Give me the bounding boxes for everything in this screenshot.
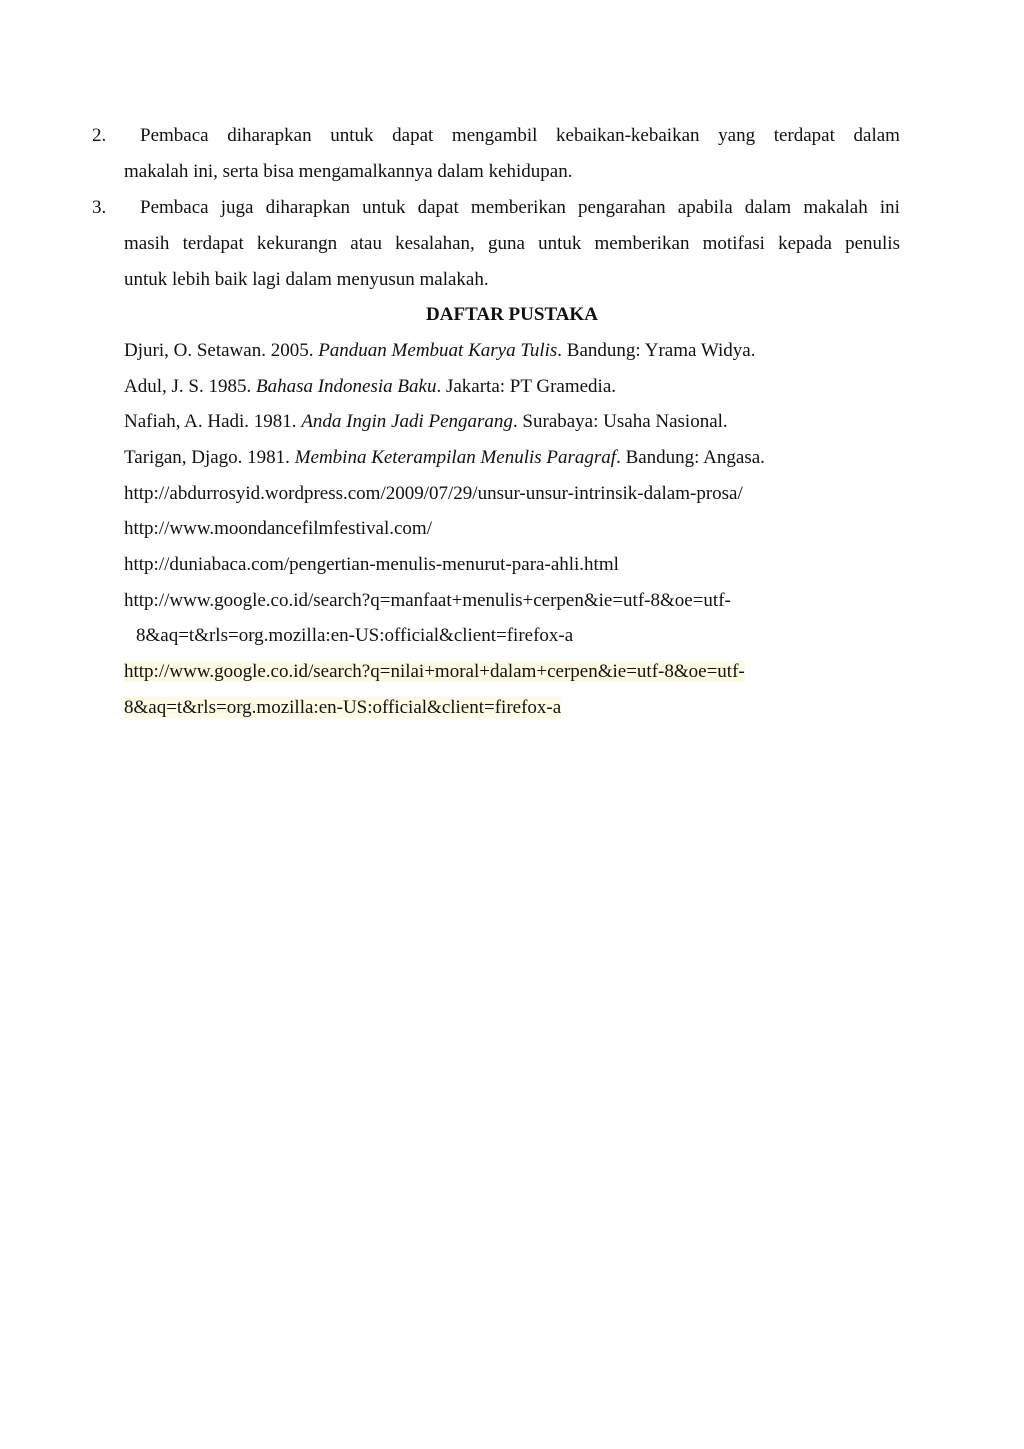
reference-url-4-line-1: http://www.google.co.id/search?q=manfaat+menulis+cerpen&ie=utf-8&oe=utf- — [124, 590, 731, 611]
word: pengarahan — [578, 197, 666, 218]
word: makalah — [803, 197, 868, 218]
word: kebaikan-kebaikan — [556, 125, 700, 146]
reference-publisher: . Jakarta: PT Gramedia. — [436, 376, 617, 397]
word: dalam — [853, 125, 900, 146]
reference-author: Tarigan, Djago. 1981. — [124, 447, 295, 468]
word: diharapkan — [227, 125, 312, 146]
word: untuk — [330, 125, 374, 146]
word: yang — [718, 125, 756, 146]
word: apabila — [677, 197, 733, 218]
bibliography-heading: DAFTAR PUSTAKA — [426, 304, 598, 325]
list-item-2-line-1 — [140, 124, 900, 148]
reference-url-3: http://duniabaca.com/pengertian-menulis-menurut-para-ahli.html — [124, 554, 619, 575]
word: memberikan — [594, 233, 690, 254]
word: motifasi — [702, 233, 765, 254]
reference-publisher: . Surabaya: Usaha Nasional. — [512, 411, 728, 432]
word: Pembaca — [140, 197, 209, 218]
reference-url-4-line-2: 8&aq=t&rls=org.mozilla:en-US:official&client=firefox-a — [136, 625, 574, 646]
word: dapat — [392, 125, 434, 146]
reference-author: Djuri, O. Setawan. 2005. — [124, 340, 319, 361]
reference-url-2: http://www.moondancefilmfestival.com/ — [124, 518, 432, 539]
reference-item-4 — [124, 446, 765, 470]
word: guna — [487, 233, 525, 254]
word: masih — [124, 233, 170, 254]
word: untuk — [362, 197, 406, 218]
reference-item-1 — [124, 339, 755, 363]
reference-title: Bahasa Indonesia Baku — [255, 376, 437, 397]
highlighted-text: http://www.google.co.id/search?q=nilai+moral+dalam+cerpen&ie=utf-8&oe=utf- — [124, 661, 745, 682]
reference-publisher: . Bandung: Angasa. — [616, 447, 765, 468]
list-number-3: 3. — [92, 197, 107, 218]
reference-author: Adul, J. S. 1985. — [124, 376, 256, 397]
highlighted-text: 8&aq=t&rls=org.mozilla:en-US:official&client=firefox-a — [124, 697, 562, 718]
word: kepada — [778, 233, 832, 254]
word: mengambil — [451, 125, 538, 146]
reference-url-5-line-1 — [124, 660, 745, 684]
reference-publisher: . Bandung: Yrama Widya. — [557, 340, 756, 361]
word: ini — [879, 197, 900, 218]
word: dalam — [744, 197, 792, 218]
list-item-2-line-2: makalah ini, serta bisa mengamalkannya dalam kehidupan. — [124, 161, 573, 182]
reference-item-3 — [124, 410, 728, 434]
word: memberikan — [470, 197, 566, 218]
reference-title: Anda Ingin Jadi Pengarang — [301, 411, 513, 432]
word: dapat — [417, 197, 459, 218]
reference-author: Nafiah, A. Hadi. 1981. — [124, 411, 302, 432]
word: atau — [350, 233, 382, 254]
list-item-3-line-2 — [124, 232, 900, 256]
list-item-3-line-1 — [140, 196, 900, 220]
list-item-3-line-3: untuk lebih baik lagi dalam menyusun malakah. — [124, 269, 489, 290]
word: diharapkan — [265, 197, 351, 218]
reference-item-2 — [124, 375, 616, 399]
word: kesalahan, — [395, 233, 475, 254]
word: kekurangn — [256, 233, 338, 254]
reference-url-5-line-2 — [124, 696, 561, 720]
word: terdapat — [182, 233, 244, 254]
reference-url-1: http://abdurrosyid.wordpress.com/2009/07/29/unsur-unsur-intrinsik-dalam-prosa/ — [124, 483, 743, 504]
word: terdapat — [773, 125, 835, 146]
list-number-2: 2. — [92, 125, 107, 146]
reference-title: Membina Keterampilan Menulis Paragraf — [294, 447, 617, 468]
word: penulis — [845, 233, 900, 254]
word: untuk — [538, 233, 582, 254]
reference-title: Panduan Membuat Karya Tulis — [318, 340, 558, 361]
word: juga — [220, 197, 254, 218]
word: Pembaca — [140, 125, 209, 146]
